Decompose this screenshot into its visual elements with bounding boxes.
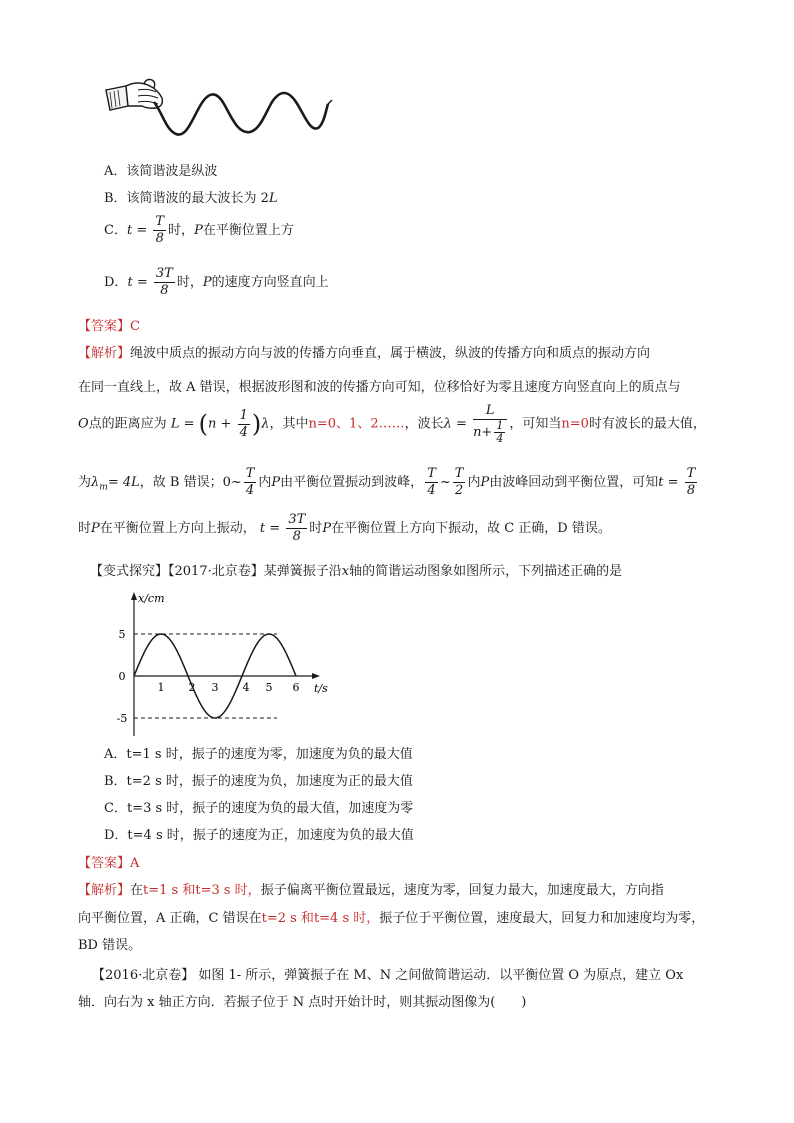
answer-1: 【答案】C xyxy=(78,319,140,334)
question-3-line-1: 【2016·北京卷】 如图 1- 所示，弹簧振子在 M、N 之间做简谐运动．以平衡位置 O 为原点，建立 Ox xyxy=(92,968,684,983)
y-tick-label: 5 xyxy=(118,628,126,641)
x-axis-label: t/s xyxy=(314,682,328,695)
q2-option-c: C．t=3 s 时，振子的速度为负的最大值，加速度为零 xyxy=(104,801,414,816)
rope-wave-figure xyxy=(104,76,334,146)
option-a: A．该简谐波是纵波 xyxy=(104,164,218,179)
question-3-line-2: 轴．向右为 x 轴正方向．若振子位于 N 点时开始计时，则其振动图像为( ) xyxy=(78,995,527,1010)
hand-icon xyxy=(106,80,162,111)
option-d: D．t = $\frac{3T}{8}$ 时，P的速度方向竖直向上 xyxy=(104,266,329,298)
x-tick-label: 4 xyxy=(242,681,250,694)
analysis-1-line-3: O点的距离应为 L = (n + $\frac{1}{4}$ )λ，其中n=0、1、2……，波长λ = L n+ $\frac{1}{4}$ ，可知当n=0时有波长的最大值， xyxy=(78,403,706,445)
rope-wave xyxy=(154,93,328,135)
y-tick-label: 0 xyxy=(118,670,126,683)
x-tick-label: 3 xyxy=(211,681,219,694)
q2-option-a: A．t=1 s 时，振子的速度为零，加速度为负的最大值 xyxy=(104,747,413,762)
y-axis-arrow xyxy=(131,592,137,600)
analysis-1-line-4: 为$\lambda_m= 4L$，故 B 错误；0~ $\frac{T}{4}$ 内P由平衡位置振动到波峰， $\frac{T}{4}$ ~ $\frac{T}{2}$ 内P由波峰回动到平衡位置，可知t = $\frac{T}{8}$ xyxy=(78,466,696,498)
x-tick-label: 5 xyxy=(265,681,273,694)
analysis-1-line-2: 在同一直线上，故 A 错误，根据波形图和波的传播方向可知，位移恰好为零且速度方向竖直向上的质点与 xyxy=(78,380,681,395)
option-b: B．该简谐波的最大波长为 2L xyxy=(104,191,278,206)
y-axis-label: x/cm xyxy=(138,592,165,605)
q2-option-b: B．t=2 s 时，振子的速度为负，加速度为正的最大值 xyxy=(104,774,413,789)
x-tick-label: 2 xyxy=(188,681,196,694)
analysis-2-line-3: BD 错误。 xyxy=(78,938,142,953)
x-tick-label: 6 xyxy=(292,681,300,694)
x-axis-arrow xyxy=(312,673,320,679)
x-tick-label: 1 xyxy=(157,681,165,694)
analysis-2-line-1: 【解析】在t=1 s 和t=3 s 时，振子偏离平衡位置最远，速度为零，回复力最大，加速度最大，方向指 xyxy=(78,883,664,898)
q2-option-d: D．t=4 s 时，振子的速度为正，加速度为负的最大值 xyxy=(104,828,414,843)
analysis-1-line-5: 时P在平衡位置上方向上振动， t = $\frac{3T}{8}$ 时P在平衡位置上方向下振动，故 C 正确，D 错误。 xyxy=(78,512,611,544)
answer-2: 【答案】A xyxy=(78,856,140,871)
option-c: C．t = $\frac{T}{8}$ 时，P在平衡位置上方 xyxy=(104,214,294,246)
shm-chart xyxy=(110,588,350,740)
question-2-stem: 【变式探究】【2017·北京卷】某弹簧振子沿x轴的简谐运动图象如图所示，下列描述正确的是 xyxy=(90,564,623,579)
y-tick-label: -5 xyxy=(116,712,128,725)
analysis-1-line-1: 【解析】绳波中质点的振动方向与波的传播方向垂直，属于横波，纵波的传播方向和质点的振动方向 xyxy=(78,346,651,361)
analysis-2-line-2: 向平衡位置，A 正确，C 错误在t=2 s 和t=4 s 时，振子位于平衡位置，速度最大，回复力和加速度均为零， xyxy=(78,911,705,926)
